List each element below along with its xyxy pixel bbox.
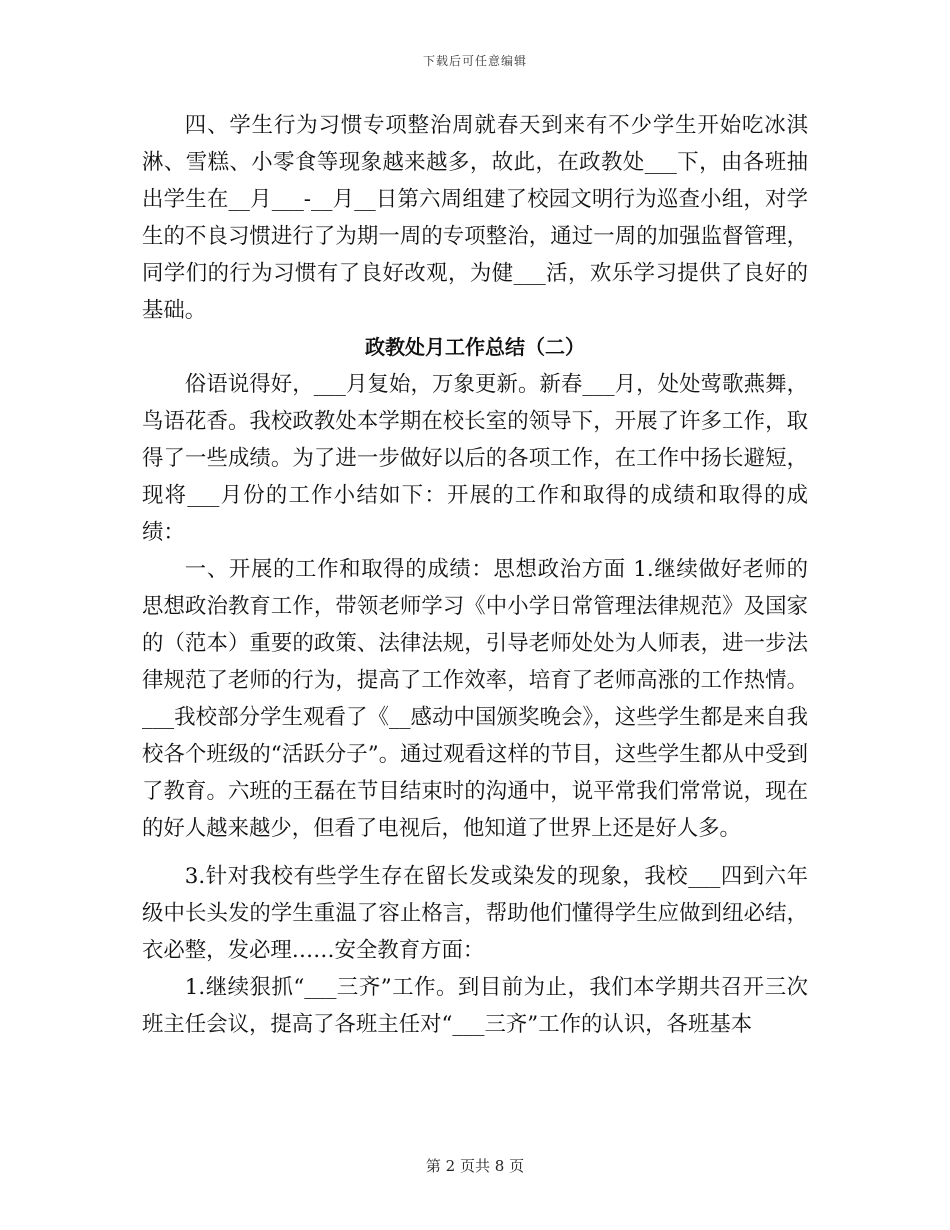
paragraph-behavior-campaign: 四、学生行为习惯专项整治周就春天到来有不少学生开始吃冰淇淋、雪糕、小零食等现象越来越多，故此，在政教处___下，由各班抽出学生在__月___-__月__日第六周组建了校园文明行为巡查小组，对学生的不良习惯进行了为期一周的专项整治，通过一周的加强监督管理，同学们的行为习惯有了良好改观，为健___活，欢乐学习提供了良好的基础。 [142,113,808,323]
paragraph-hair-policy: 3.针对我校有些学生存在留长发或染发的现象，我校___四到六年级中长头发的学生重温了容止格言，帮助他们懂得学生应做到纽必结，衣必整，发必理……安全教育方面： [142,864,808,963]
paragraph-safety: 1.继续狠抓“___三齐”工作。到目前为止，我们本学期共召开三次班主任会议，提高了各班主任对“___三齐”工作的认识，各班基本 [142,975,808,1037]
page-number: 第 2 页共 8 页 [425,1157,525,1175]
paragraph-intro: 俗语说得好，___月复始，万象更新。新春___月，处处莺歌燕舞，鸟语花香。我校政教处本学期在校长室的领导下，开展了许多工作，取得了一些成绩。为了进一步做好以后的各项工作，在工作中扬长避短，现将___月份的工作小结如下：开展的工作和取得的成绩和取得的成绩： [142,372,808,545]
paragraph-achievements: 一、开展的工作和取得的成绩：思想政治方面 1.继续做好老师的思想政治教育工作，带领老师学习《中小学日常管理法律规范》及国家的（范本）重要的政策、法律法规，引导老师处处为人师表，进一步法律规范了老师的行为，提高了工作效率，培育了老师高涨的工作热情。___我校部分学生观看了《__感动中国颁奖晚会》，这些学生都是来自我校各个班级的“活跃分子”。通过观看这样的节目，这些学生都从中受到了教育。六班的王磊在节目结束时的沟通中，说平常我们常常说，现在的好人越来越少，但看了电视后，他知道了世界上还是好人多。 [142,557,808,841]
page-header-note: 下载后可任意编辑 [422,54,527,68]
section-title: 政教处月工作总结（二） [365,335,585,359]
document-body [142,107,808,1043]
